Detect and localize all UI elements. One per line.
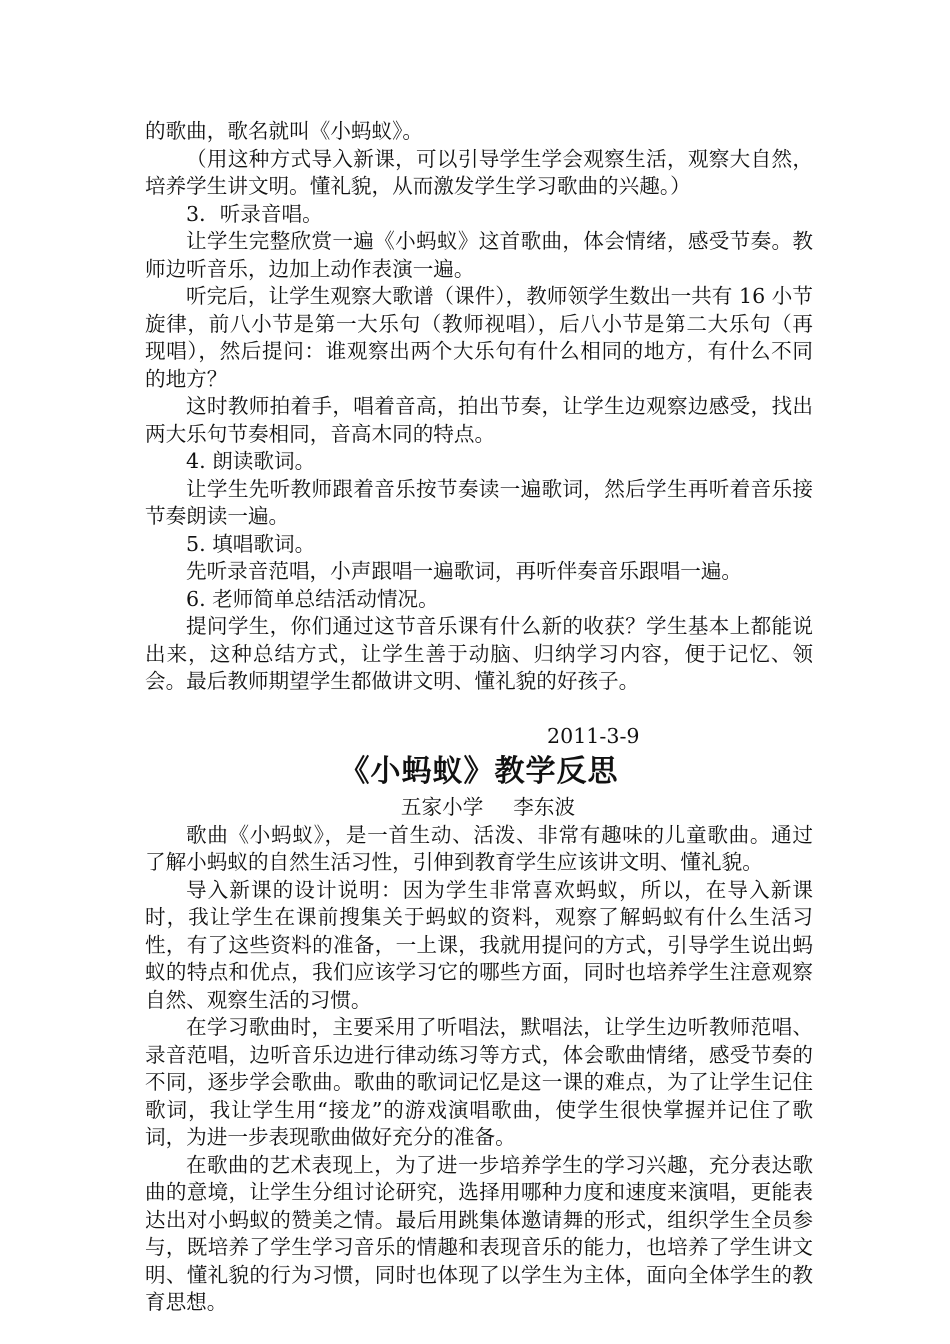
step-heading: 4. 朗读歌词。 [186, 449, 316, 473]
paragraph: 听完后，让学生观察大歌谱（课件），教师领学生数出一共有 16 小节旋律，前八小节是第一大乐句（教师视唱），后八小节是第二大乐句（再现唱），然后提问：谁观察出两个大乐句有什么相同的地方，有什么不同的地方？ [145, 284, 813, 391]
document-body [145, 118, 813, 1317]
paragraph: 在学习歌曲时，主要采用了听唱法，默唱法，让学生边听教师范唱、录音范唱，边听音乐边进行律动练习等方式，体会歌曲情绪，感受节奏的不同，逐步学会歌曲。歌曲的歌词记忆是这一课的难点，为了让学生记住歌词，我让学生用“接龙”的游戏演唱歌曲，使学生很快掌握并记住了歌词，为进一步表现歌曲做好充分的准备。 [145, 1015, 813, 1149]
school-name: 五家小学 [400, 795, 484, 819]
step-heading: 5. 填唱歌词。 [186, 531, 316, 556]
paragraph: 提问学生，你们通过这节音乐课有什么新的收获？学生基本上都能说出来，这种总结方式，让学生善于动脑、归纳学习内容，便于记忆、领会。最后教师期望学生都做讲文明、懂礼貌的好孩子。 [145, 614, 813, 693]
paragraph: 导入新课的设计说明：因为学生非常喜欢蚂蚁，所以，在导入新课时，我让学生在课前搜集关于蚂蚁的资料，观察了解蚂蚁有什么生活习性，有了这些资料的准备，一上课，我就用提问的方式，引导学生说出蚂蚁的特点和优点，我们应该学习它的哪些方面，同时也培养学生注意观察自然、观察生活的习惯。 [145, 877, 813, 1012]
step-heading: 3．听录音唱。 [186, 201, 323, 226]
step-heading: 6. 老师简单总结活动情况。 [186, 586, 439, 611]
paragraph: 歌曲《小蚂蚁》，是一首生动、活泼、非常有趣味的儿童歌曲。通过了解小蚂蚁的自然生活习性，引伸到教育学生应该讲文明、懂礼貌。 [145, 822, 813, 874]
article-title: 《小蚂蚁》教学反思 [339, 754, 619, 789]
paragraph: 这时教师拍着手，唱着音高，拍出节奏，让学生边观察边感受，找出两大乐句节奏相同，音高木同的特点。 [145, 394, 813, 446]
byline [145, 794, 813, 822]
document-date: 2011-3-9 [547, 723, 640, 748]
paragraph: 让学生先听教师跟着音乐按节奏读一遍歌词，然后学生再听着音乐接节奏朗读一遍。 [145, 476, 813, 528]
paragraph: 让学生完整欣赏一遍《小蚂蚁》这首歌曲，体会情绪，感受节奏。教师边听音乐，边加上动作表演一遍。 [145, 229, 813, 281]
author-name: 李东波 [513, 795, 576, 819]
paragraph: 在歌曲的艺术表现上，为了进一步培养学生的学习兴趣，充分表达歌曲的意境，让学生分组讨论研究，选择用哪种力度和速度来演唱，更能表达出对小蚂蚁的赞美之情。最后用跳集体邀请舞的形式，组织学生全员参与，既培养了学生学习音乐的情趣和表现音乐的能力，也培养了学生讲文明、懂礼貌的行为习惯，同时也体现了以学生为主体，面向全体学生的教育思想。 [145, 1152, 813, 1314]
paragraph: （用这种方式导入新课，可以引导学生学会观察生活，观察大自然，培养学生讲文明。懂礼貌，从而激发学生学习歌曲的兴趣。） [145, 146, 813, 198]
paragraph: 先听录音范唱，小声跟唱一遍歌词，再听伴奏音乐跟唱一遍。 [186, 559, 743, 583]
paragraph: 的歌曲，歌名就叫《小蚂蚁》。 [145, 119, 424, 143]
